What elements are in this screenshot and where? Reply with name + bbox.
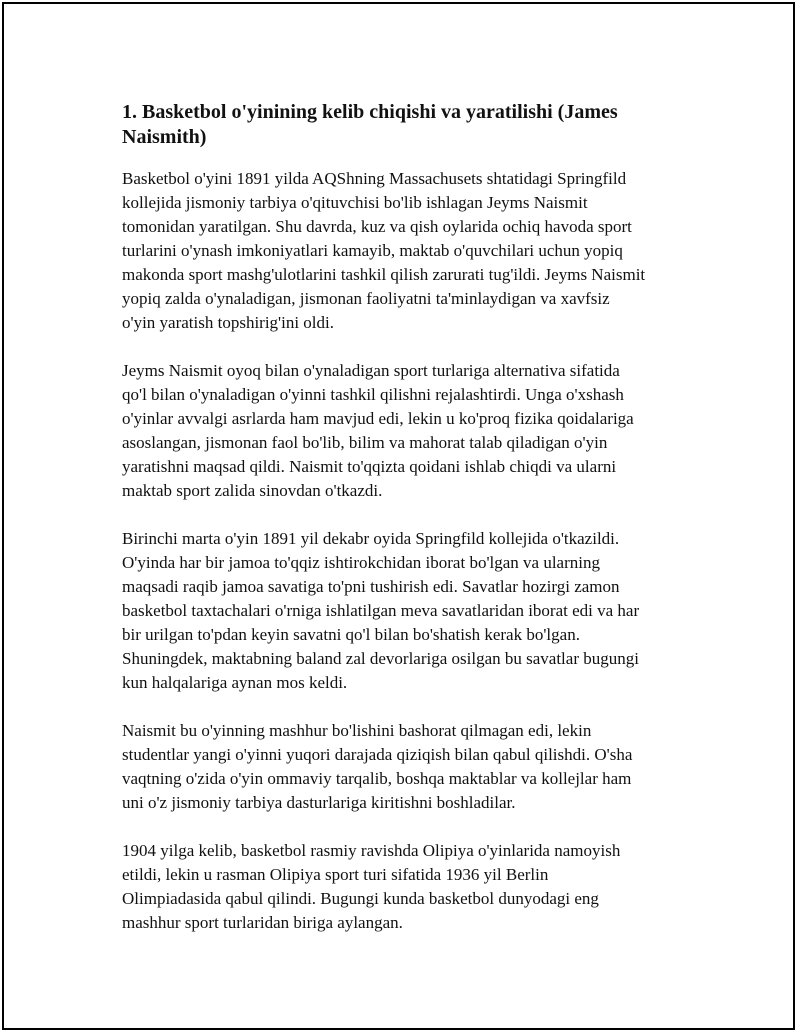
text-line: vaqtning o'zida o'yin ommaviy tarqalib, boshqa maktablar va kollejlar ham [122, 769, 632, 788]
paragraph-olympics [122, 839, 682, 935]
text-line: asoslangan, jismonan faol bo'lib, bilim va mahorat talab qiladigan o'yin [122, 433, 608, 452]
paragraph-first-game [122, 527, 682, 695]
paragraph-popularity [122, 719, 682, 815]
page-frame [2, 2, 795, 1030]
text-line: Olimpiadasida qabul qilindi. Bugungi kunda basketbol dunyodagi eng [122, 889, 599, 908]
text-line: etildi, lekin u rasman Olipiya sport turi sifatida 1936 yil Berlin [122, 865, 549, 884]
paragraph-design [122, 359, 682, 503]
text-line: O'yinda har bir jamoa to'qqiz ishtirokchidan iborat bo'lgan va ularning [122, 553, 600, 572]
text-line: o'yinlar avvalgi asrlarda ham mavjud edi, lekin u ko'proq fizika qoidalariga [122, 409, 634, 428]
text-line: Shuningdek, maktabning baland zal devorlariga osilgan bu savatlar bugungi [122, 649, 639, 668]
text-line: Jeyms Naismit oyoq bilan o'ynaladigan sport turlariga alternativa sifatida [122, 361, 620, 380]
text-line: yaratishni maqsad qildi. Naismit to'qqizta qoidani ishlab chiqdi va ularni [122, 457, 617, 476]
title-line: 1. Basketbol o'yinining kelib chiqishi va yaratilishi (James [122, 101, 618, 123]
text-line: yopiq zalda o'ynaladigan, jismonan faoliyatni ta'minlaydigan va xavfsiz [122, 289, 610, 308]
text-line: Basketbol o'yini 1891 yilda AQShning Massachusets shtatidagi Springfild [122, 169, 627, 188]
text-line: 1904 yilga kelib, basketbol rasmiy ravishda Olipiya o'yinlarida namoyish [122, 841, 621, 860]
text-line: kollejida jismoniy tarbiya o'qituvchisi bo'lib ishlagan Jeyms Naismit [122, 193, 588, 212]
title-line: Naismith) [122, 126, 207, 148]
text-line: makonda sport mashg'ulotlarini tashkil qilish zarurati tug'ildi. Jeyms Naismit [122, 265, 646, 284]
document-content [122, 100, 682, 959]
text-line: studentlar yangi o'yinni yuqori darajada qiziqish bilan qabul qilishdi. O'sha [122, 745, 633, 764]
text-line: basketbol taxtachalari o'rniga ishlatilgan meva savatlaridan iborat edi va har [122, 601, 640, 620]
text-line: mashhur sport turlaridan biriga aylangan. [122, 913, 403, 932]
text-line: bir urilgan to'pdan keyin savatni qo'l bilan bo'shatish kerak bo'lgan. [122, 625, 580, 644]
document-title [122, 100, 682, 150]
text-line: maqsadi raqib jamoa savatiga to'pni tushirish edi. Savatlar hozirgi zamon [122, 577, 620, 596]
text-line: Naismit bu o'yinning mashhur bo'lishini bashorat qilmagan edi, lekin [122, 721, 592, 740]
text-line: Birinchi marta o'yin 1891 yil dekabr oyida Springfild kollejida o'tkazildi. [122, 529, 620, 548]
text-line: turlarini o'ynash imkoniyatlari kamayib, maktab o'quvchilari uchun yopiq [122, 241, 623, 260]
text-line: kun halqalariga aynan mos keldi. [122, 673, 348, 692]
text-line: qo'l bilan o'ynaladigan o'yinni tashkil qilishni rejalashtirdi. Unga o'xshash [122, 385, 624, 404]
text-line: o'yin yaratish topshirig'ini oldi. [122, 313, 335, 332]
text-line: tomonidan yaratilgan. Shu davrda, kuz va qish oylarida ochiq havoda sport [122, 217, 632, 236]
paragraph-origin [122, 167, 682, 335]
text-line: uni o'z jismoniy tarbiya dasturlariga kiritishni boshladilar. [122, 793, 516, 812]
text-line: maktab sport zalida sinovdan o'tkazdi. [122, 481, 383, 500]
